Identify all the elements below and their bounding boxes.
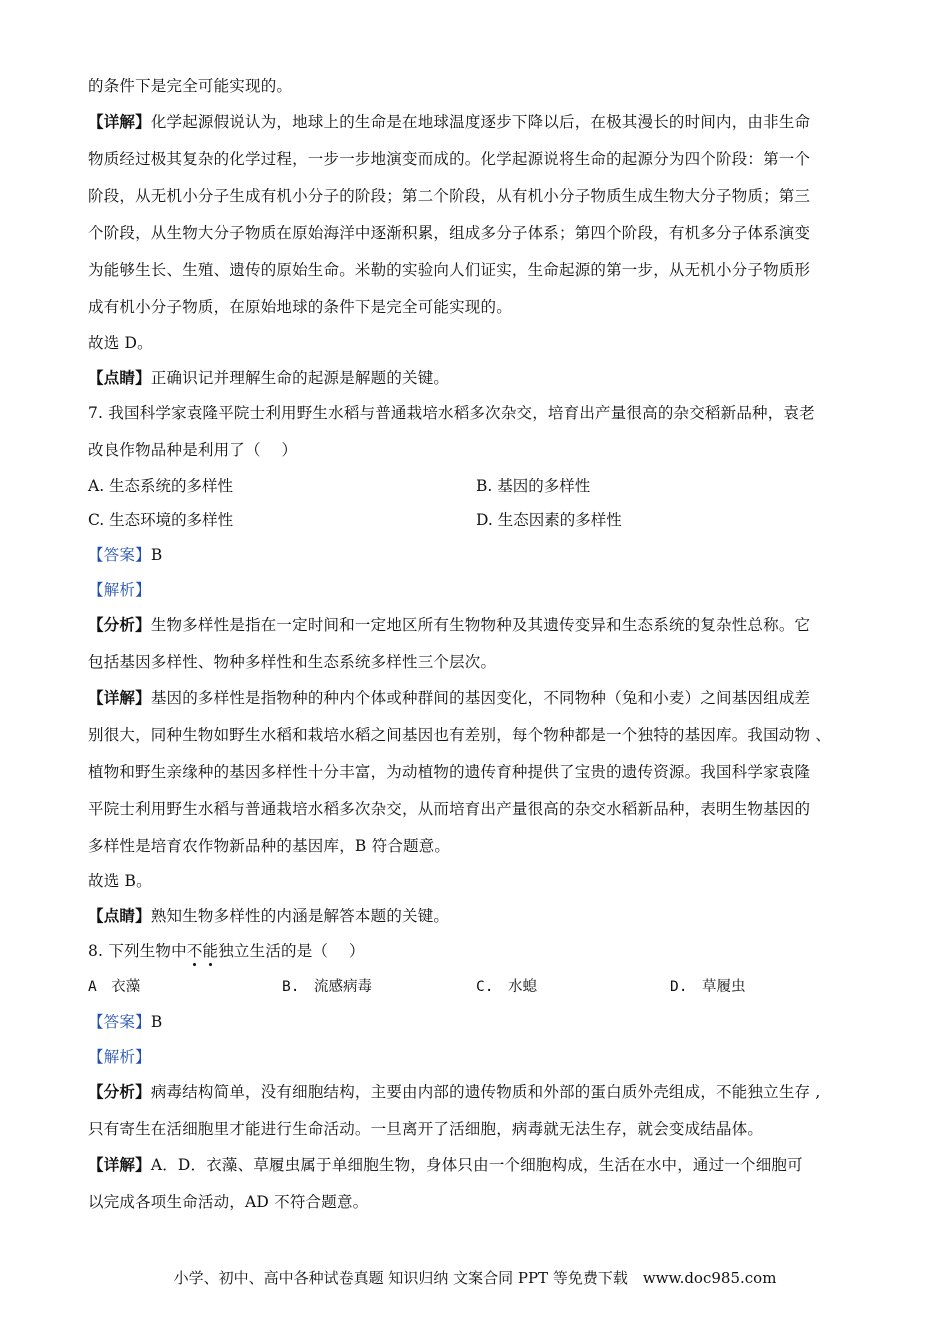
q8-option-d: D. 草履虫 bbox=[670, 979, 746, 995]
question-7: 7. 我国科学家袁隆平院士利用野生水稻与普通栽培水稻多次杂交，培育出产量很高的杂交稻新品种，袁老 bbox=[88, 404, 815, 422]
text-line: 平院士利用野生水稻与普通栽培水稻多次杂交，从而培育出产量很高的杂交水稻新品种，表明生物基因的 bbox=[88, 800, 811, 818]
tag-detail: 【详解】 bbox=[88, 688, 151, 707]
q8-option-c: C. 水螅 bbox=[476, 979, 537, 995]
text-line: 改良作物品种是利用了（ ） bbox=[88, 441, 298, 459]
tip-paragraph: 【点睛】熟知生物多样性的内涵是解答本题的关键。 bbox=[88, 906, 450, 925]
text-line: 个阶段，从生物大分子物质在原始海洋中逐渐积累，组成多分子体系；第四个阶段，有机多分子体系演变 bbox=[88, 224, 811, 242]
emphasis-char: 不 bbox=[186, 942, 203, 960]
analysis-paragraph: 【分析】病毒结构简单，没有细胞结构，主要由内部的遗传物质和外部的蛋白质外壳组成，不能独立生存 , bbox=[88, 1082, 821, 1101]
page-footer: 小学、初中、高中各种试卷真题 知识归纳 文案合同 PPT 等免费下载 www.doc985.com bbox=[173, 1269, 777, 1287]
text-line: 成有机小分子物质，在原始地球的条件下是完全可能实现的。 bbox=[88, 298, 512, 316]
text-line: 为能够生长、生殖、遗传的原始生命。米勒的实验向人们证实，生命起源的第一步，从无机小分子物质形 bbox=[88, 261, 811, 279]
analysis-paragraph: 【分析】生物多样性是指在一定时间和一定地区所有生物物种及其遗传变异和生态系统的复杂性总称。它 bbox=[88, 615, 811, 634]
tag-detail: 【详解】 bbox=[88, 1155, 151, 1174]
tag-analysis: 【解析】 bbox=[88, 1048, 151, 1066]
text-line: 只有寄生在活细胞里才能进行生命活动。一旦离开了活细胞，病毒就无法生存，就会变成结晶体。 bbox=[88, 1120, 764, 1138]
text-line: 多样性是培育农作物新品种的基因库，B 符合题意。 bbox=[88, 837, 451, 855]
question-8: 8. 下列生物中不能独立生活的是（ ） bbox=[88, 942, 365, 960]
tag-answer: 【答案】 bbox=[88, 546, 151, 564]
text-line: 植物和野生亲缘种的基因多样性十分丰富，为动植物的遗传育种提供了宝贵的遗传资源。我国科学家袁隆 bbox=[88, 763, 811, 781]
text-line: 的条件下是完全可能实现的。 bbox=[88, 77, 293, 95]
detail-paragraph: 【详解】化学起源假说认为，地球上的生命是在地球温度逐步下降以后，在极其漫长的时间内，由非生命 bbox=[88, 112, 811, 131]
tag-answer: 【答案】 bbox=[88, 1013, 151, 1031]
q8-option-b: B. 流感病毒 bbox=[282, 979, 372, 995]
q7-option-c: C. 生态环境的多样性 bbox=[88, 511, 234, 529]
emphasis-char: 能 bbox=[202, 942, 219, 960]
text-line: 阶段，从无机小分子生成有机小分子的阶段；第二个阶段，从有机小分子物质生成生物大分子物质；第三 bbox=[88, 187, 811, 205]
q7-option-a: A. 生态系统的多样性 bbox=[88, 477, 234, 495]
detail-paragraph: 【详解】A．D．衣藻、草履虫属于单细胞生物，身体只由一个细胞构成，生活在水中，通过一个细胞可 bbox=[88, 1155, 803, 1174]
text-line: 物质经过极其复杂的化学过程，一步一步地演变而成的。化学起源说将生命的起源分为四个阶段：第一个 bbox=[88, 150, 811, 168]
text-line: 别很大，同种生物如野生水稻和栽培水稻之间基因也有差别，每个物种都是一个独特的基因库。我国动物 、 bbox=[88, 726, 832, 744]
q7-option-b: B. 基因的多样性 bbox=[476, 477, 591, 495]
text-line: 以完成各项生命活动，AD 不符合题意。 bbox=[88, 1193, 369, 1211]
tag-dianjing: 【点睛】 bbox=[88, 368, 151, 387]
q8-option-a: A 衣藻 bbox=[88, 979, 141, 995]
analysis-7-tag bbox=[88, 580, 868, 600]
tag-fenxi: 【分析】 bbox=[88, 1082, 151, 1101]
choose-line: 故选 B。 bbox=[88, 872, 152, 890]
tip-paragraph: 【点睛】正确识记并理解生命的起源是解题的关键。 bbox=[88, 368, 450, 387]
answer-7: 【答案】B bbox=[88, 546, 163, 564]
analysis-8-tag bbox=[88, 1047, 868, 1067]
q7-option-d: D. 生态因素的多样性 bbox=[476, 511, 622, 529]
tag-fenxi: 【分析】 bbox=[88, 615, 151, 634]
detail-paragraph: 【详解】基因的多样性是指物种的种内个体或种群间的基因变化，不同物种（兔和小麦）之间基因组成差 bbox=[88, 688, 811, 707]
tag-detail: 【详解】 bbox=[88, 112, 151, 131]
tag-dianjing: 【点睛】 bbox=[88, 906, 151, 925]
choose-line: 故选 D。 bbox=[88, 334, 153, 352]
answer-8: 【答案】B bbox=[88, 1013, 163, 1031]
tag-analysis: 【解析】 bbox=[88, 581, 151, 599]
text-line: 包括基因多样性、物种多样性和生态系统多样性三个层次。 bbox=[88, 653, 497, 671]
